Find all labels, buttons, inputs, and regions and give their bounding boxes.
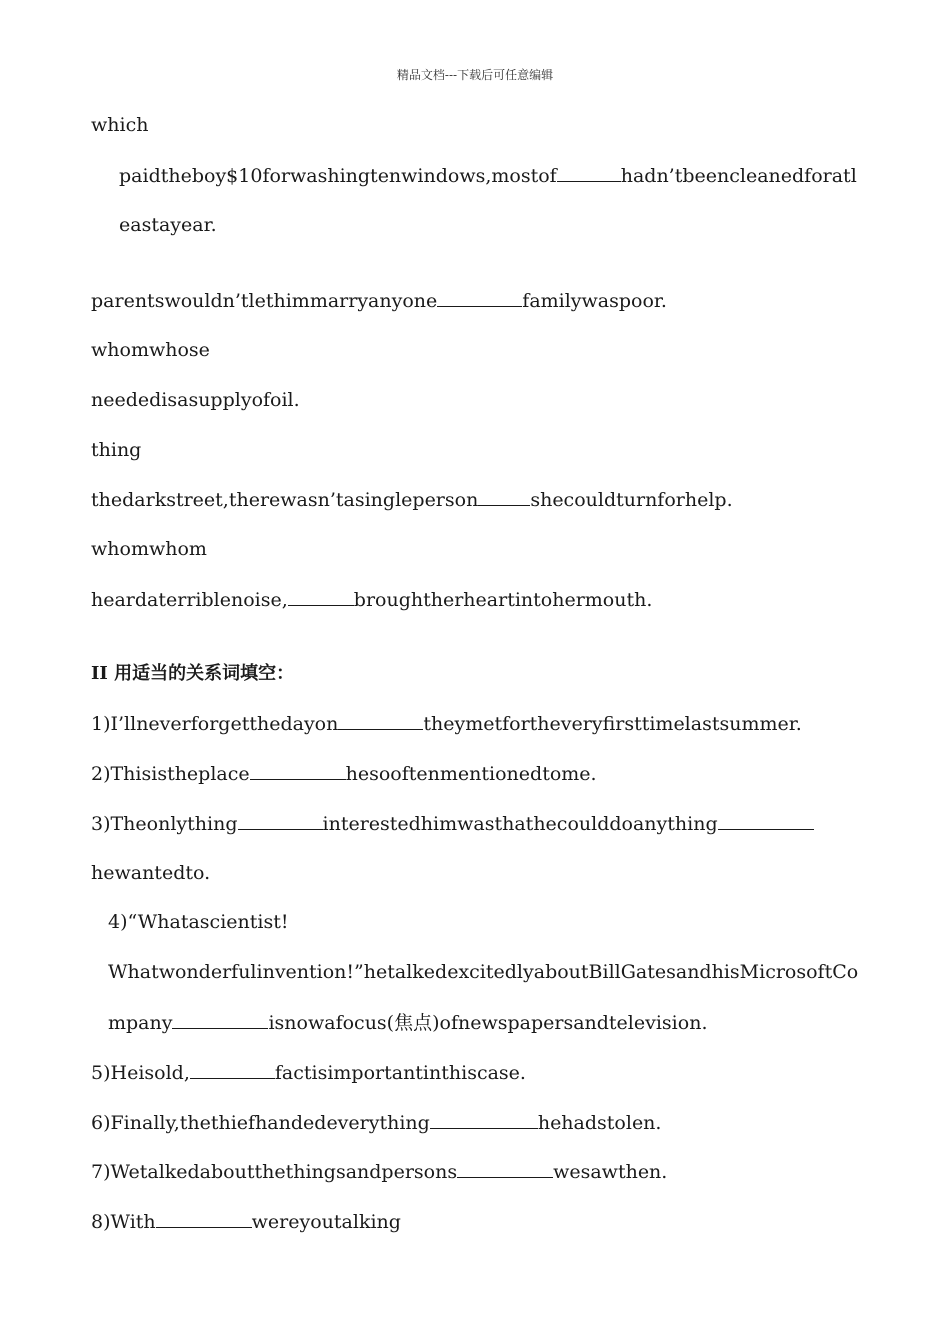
text-line: which: [91, 114, 149, 136]
text-line: whomwhose: [91, 339, 210, 361]
text-line: thedarkstreet,therewasn’tasingleperson shecouldturnforhelp.: [91, 489, 733, 511]
answer-blank[interactable]: [478, 487, 530, 506]
question-line: hewantedto.: [91, 862, 211, 884]
text-line: paidtheboy$10forwashingtenwindows,mostof hadn’tbeencleanedforatl: [119, 165, 857, 187]
question-line: 6)Finally,thethiefhandedeverything hehadstolen.: [91, 1112, 662, 1134]
question-line: mpany isnowafocus(焦点)ofnewspapersandtelevision.: [108, 1012, 708, 1034]
answer-blank[interactable]: [250, 761, 346, 780]
question-line: 8)With wereyoutalking: [91, 1211, 401, 1233]
answer-blank[interactable]: [430, 1110, 538, 1129]
question-line: Whatwonderfulinvention!”hetalkedexcitedlyaboutBillGatesandhisMicrosoftCo: [108, 961, 859, 983]
question-line: 1)I’llneverforgetthedayon theymetfortheveryfirsttimelastsummer.: [91, 713, 802, 735]
text-line: eastayear.: [119, 214, 217, 236]
answer-blank[interactable]: [338, 711, 423, 730]
answer-blank[interactable]: [156, 1209, 252, 1228]
answer-blank[interactable]: [190, 1060, 275, 1079]
text-line: parentswouldn’tlethimmarryanyone familywaspoor.: [91, 290, 667, 312]
answer-blank[interactable]: [238, 811, 323, 830]
question-line: 2)Thisistheplace hesooftenmentionedtome.: [91, 763, 597, 785]
answer-blank[interactable]: [718, 811, 814, 830]
text-line: neededisasupplyofoil.: [91, 389, 300, 411]
question-line: 7)Wetalkedaboutthethingsandpersons wesawthen.: [91, 1161, 668, 1183]
text-line: heardaterriblenoise, broughtherheartintohermouth.: [91, 589, 653, 611]
question-line: 3)Theonlything interestedhimwasthathecoulddoanything: [91, 811, 814, 836]
section-heading: II 用适当的关系词填空：: [91, 663, 295, 684]
answer-blank[interactable]: [288, 587, 354, 606]
answer-blank[interactable]: [557, 163, 621, 182]
text-line: whomwhom: [91, 538, 207, 560]
question-line: 5)Heisold, factisimportantinthiscase.: [91, 1062, 526, 1084]
question-line: 4)“Whatascientist!: [108, 911, 289, 933]
answer-blank[interactable]: [172, 1010, 268, 1029]
answer-blank[interactable]: [457, 1159, 553, 1178]
answer-blank[interactable]: [437, 288, 522, 307]
text-line: thing: [91, 439, 142, 461]
page-header: 精品文档---下载后可任意编辑: [396, 68, 554, 82]
